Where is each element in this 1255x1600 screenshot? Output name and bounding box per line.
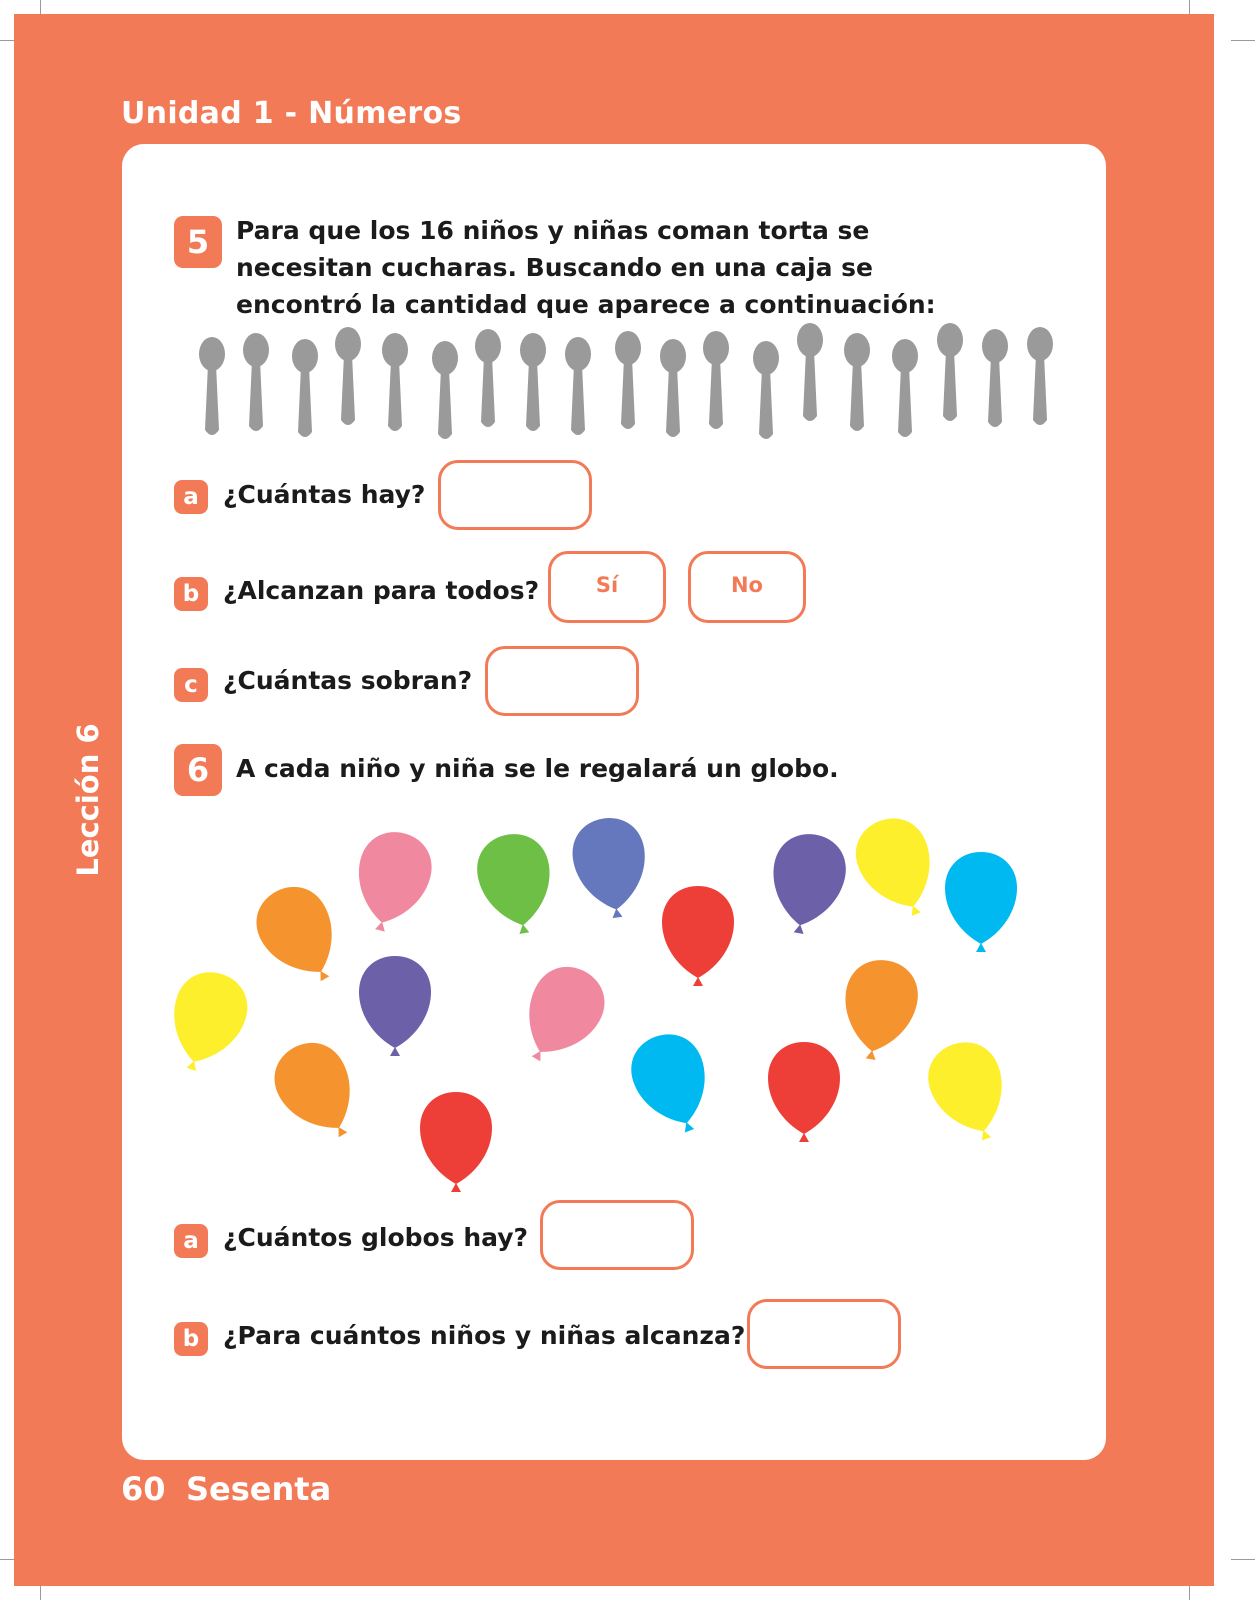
- question-5c-text: ¿Cuántas sobran?: [223, 666, 473, 695]
- page-number-word: Sesenta: [186, 1470, 332, 1508]
- question-5a-text: ¿Cuántas hay?: [223, 480, 426, 509]
- question-6b-text: ¿Para cuántos niños y niñas alcanza?: [223, 1321, 746, 1350]
- question-6a-text: ¿Cuántos globos hay?: [223, 1223, 529, 1252]
- exercise-number-6: 6: [174, 744, 222, 796]
- balloon-icon: [662, 886, 734, 986]
- balloon-icon: [345, 825, 439, 939]
- balloon-icon: [244, 874, 356, 997]
- exercise-5-prompt: Para que los 16 niños y niñas coman torta se necesitan cucharas. Buscando en una caja se encontró la cantidad que aparece a continuación:: [236, 216, 936, 319]
- balloon-icon: [845, 808, 949, 928]
- answer-box-6a[interactable]: [540, 1200, 694, 1270]
- question-badge-6a: a: [174, 1224, 208, 1258]
- balloon-icon: [621, 1024, 723, 1143]
- balloon-icon: [945, 852, 1017, 952]
- lesson-side-label: Lección 6: [71, 723, 105, 877]
- question-badge-5c: c: [174, 668, 208, 702]
- balloon-icon: [918, 1032, 1020, 1151]
- question-badge-5a: a: [174, 480, 208, 514]
- choice-no-button[interactable]: No: [688, 551, 806, 623]
- balloon-icon: [768, 1042, 840, 1142]
- balloon-icon: [835, 954, 923, 1065]
- balloon-icon: [420, 1092, 492, 1192]
- balloon-icon: [157, 963, 256, 1080]
- balloon-icon: [568, 813, 653, 922]
- question-5b-text: ¿Alcanzan para todos?: [223, 576, 540, 605]
- choice-yes-button[interactable]: Sí: [548, 551, 666, 623]
- balloon-icon: [505, 954, 617, 1077]
- question-badge-5b: b: [174, 577, 208, 611]
- balloon-icon: [472, 828, 560, 939]
- unit-title: Unidad 1 - Números: [121, 96, 462, 131]
- exercise-number-5: 5: [174, 216, 222, 268]
- answer-box-6b[interactable]: [747, 1299, 901, 1369]
- balloon-icon: [763, 828, 851, 939]
- exercise-6-prompt: A cada niño y niña se le regalará un globo.: [236, 754, 839, 783]
- page-number: 60: [121, 1470, 166, 1508]
- question-badge-6b: b: [174, 1322, 208, 1356]
- balloon-icon: [359, 956, 431, 1056]
- balloon-icon: [262, 1030, 374, 1153]
